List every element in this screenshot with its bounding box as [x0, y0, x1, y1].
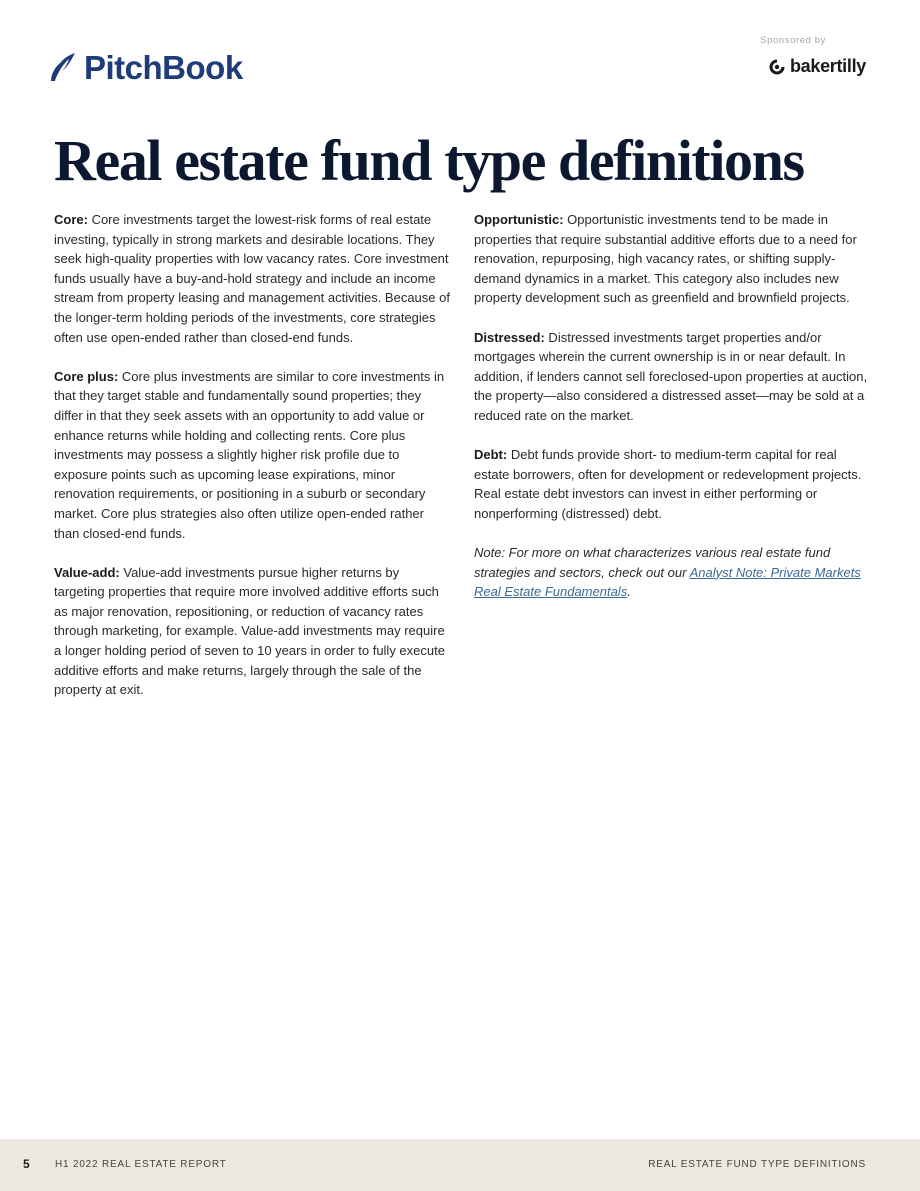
page-title: Real estate fund type definitions	[54, 128, 804, 193]
definition-text: Core plus investments are similar to core investments in that they target stable and fundamentally sound properties; they differ in that they seek assets with an opportunity to add value or enhance returns while holding and collecting rents. Core plus investments may possess a slightly higher risk profile due to exposure points such as upcoming lease expirations, minor renovation requirements, or positioning in a suburb or secondary market. Core plus strategies also often utilize open-ended rather than closed-end funds.	[54, 368, 445, 541]
definition-core-plus	[54, 367, 450, 543]
left-column	[54, 210, 450, 719]
page-footer	[0, 1139, 920, 1191]
pitchbook-leaf-icon	[48, 50, 80, 84]
definition-distressed	[474, 328, 869, 426]
sponsor-block	[760, 35, 866, 77]
definition-core	[54, 210, 450, 347]
note-prefix: Note: For more on what characterizes various real estate fund strategies and sectors, check out our	[474, 545, 831, 580]
definition-text: Value-add investments pursue higher returns by targeting properties that require more involved additive efforts such as major renovation, repositioning, or reduction of vacancy rates through marketing, for example. Value-add investments may require a longer holding period of seven to 10 years in order to fully execute additive efforts and make returns, largely through the sale of the property at exit.	[54, 564, 445, 698]
sponsor-name: bakertilly	[789, 56, 866, 76]
definition-text: Core investments target the lowest-risk forms of real estate investing, typically in strong markets and desirable locations. They seek high-quality properties with low vacancy rates. Core investment funds usually have a buy-and-hold strategy and include an income stream from property leasing and management activities. Because of the longer-term holding periods of the investments, core strategies often use open-ended rather than closed-end funds.	[54, 212, 450, 345]
definition-term: Debt:	[474, 447, 508, 463]
definition-term: Core:	[54, 212, 88, 227]
analyst-note-link[interactable]: Analyst Note: Private Markets Real Estate Fundamentals	[474, 564, 861, 600]
definition-opportunistic	[474, 210, 869, 308]
page-number: 5	[23, 1157, 30, 1171]
note-suffix: .	[627, 584, 631, 600]
page-header	[0, 0, 920, 110]
right-column	[474, 210, 869, 621]
report-name: H1 2022 REAL ESTATE REPORT	[55, 1159, 227, 1170]
sponsor-label: Sponsored by	[760, 35, 826, 46]
definition-value-add	[54, 563, 450, 700]
definition-text: Opportunistic investments tend to be made in properties that require substantial additive efforts due to a need for renovation, repurposing, high vacancy rates, or shifting supply-demand dynamics in a market. This category also includes new property development such as greenfield and brownfield projects.	[474, 212, 857, 306]
definition-debt	[474, 445, 869, 523]
note	[474, 543, 869, 602]
pitchbook-logo[interactable]	[48, 50, 243, 84]
definition-term: Opportunistic:	[474, 212, 564, 227]
definition-term: Core plus:	[54, 368, 119, 384]
bakertilly-swirl-icon	[768, 58, 786, 76]
definition-text: Distressed investments target properties and/or mortgages wherein the current ownership is in or near default. In addition, if lenders cannot sell foreclosed-upon properties at auction, the property—also considered a distressed asset—may be sold at a reduced rate on the market.	[474, 329, 868, 423]
definition-term: Distressed:	[474, 329, 545, 345]
definition-term: Value-add:	[54, 564, 120, 580]
bakertilly-logo[interactable]	[760, 56, 866, 77]
brand-name: PitchBook	[84, 48, 243, 86]
section-name: REAL ESTATE FUND TYPE DEFINITIONS	[648, 1159, 866, 1170]
definition-text: Debt funds provide short- to medium-term capital for real estate borrowers, often for development or redevelopment projects. Real estate debt investors can invest in either performing or nonperforming (distressed) debt.	[474, 447, 862, 521]
